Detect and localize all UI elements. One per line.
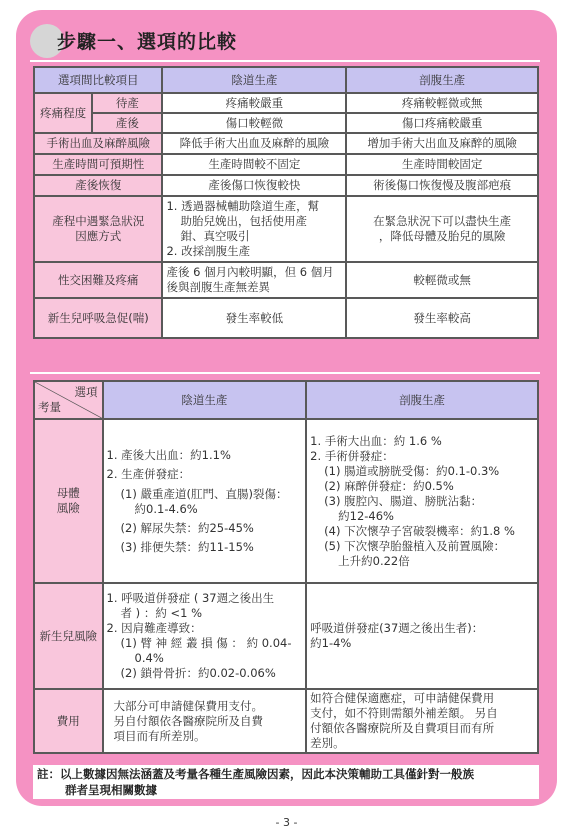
sex-cesarean: 較輕微或無 bbox=[347, 263, 537, 297]
newborn-cesarean-line: 約1-4% bbox=[310, 636, 352, 650]
recovery-vaginal: 產後傷口恢復較快 bbox=[163, 176, 345, 195]
newborn-cesarean bbox=[307, 584, 537, 688]
row-label-breathing: 新生兒呼吸急促(喘) bbox=[35, 299, 161, 337]
cost-cesarean-line: 差別。 bbox=[310, 736, 345, 750]
maternal-cesarean-line: (2) 麻醉併發症：約0.5% bbox=[324, 478, 454, 493]
maternal-label-line: 母體 bbox=[56, 486, 80, 500]
maternal-vaginal-line: (1) 嚴重產道(肛門、直腸)裂傷： bbox=[120, 486, 288, 501]
sex-vaginal-line: 產後 6 個月內較明顯，但 6 個月 bbox=[166, 265, 334, 279]
cost-vaginal bbox=[104, 690, 306, 752]
breathing-vaginal: 發生率較低 bbox=[163, 299, 345, 337]
cost-cesarean-line: 付額依各醫療院所及自費項目而有所 bbox=[310, 721, 495, 735]
maternal-vaginal-line: 約0.1-4.6% bbox=[134, 501, 198, 516]
maternal-cesarean-line: (1) 腸道或膀胱受傷：約0.1-0.3% bbox=[324, 463, 500, 478]
emergency-label-line: 產程中遇緊急狀況 bbox=[52, 214, 145, 228]
newborn-vaginal-line: 0.4% bbox=[134, 651, 164, 665]
pain-labor-cesarean: 疼痛較輕微或無 bbox=[347, 94, 537, 112]
sex-vaginal bbox=[163, 263, 345, 297]
emergency-vaginal-line: 2. 改採剖腹生產 bbox=[166, 244, 251, 258]
header2-cesarean: 剖腹生產 bbox=[307, 382, 537, 418]
maternal-cesarean-line: 上升約0.22倍 bbox=[338, 553, 410, 568]
maternal-risk-label bbox=[35, 420, 102, 582]
risk-table bbox=[33, 380, 539, 754]
corner-top-label: 選項 bbox=[74, 385, 98, 399]
sex-vaginal-line: 後與剖腹生產無差異 bbox=[166, 280, 270, 294]
newborn-vaginal-line: 1. 呼吸道併發症 ( 37週之後出生 bbox=[106, 591, 275, 605]
recovery-cesarean: 術後傷口恢復慢及腹部疤痕 bbox=[347, 176, 537, 195]
header-cesarean: 剖腹生產 bbox=[347, 68, 537, 92]
page-title: 步驟一、選項的比較 bbox=[57, 31, 238, 53]
bleeding-cesarean: 增加手術大出血及麻醉的風險 bbox=[347, 134, 537, 153]
newborn-vaginal-line: (2) 鎖骨骨折：約0.02-0.06% bbox=[120, 666, 276, 680]
newborn-vaginal bbox=[104, 584, 306, 688]
corner-bottom-label: 考量 bbox=[38, 400, 61, 414]
cost-label: 費用 bbox=[35, 690, 102, 752]
maternal-vaginal bbox=[104, 420, 306, 582]
row-label-bleeding: 手術出血及麻醉風險 bbox=[35, 134, 161, 153]
newborn-cesarean-line: 呼吸道併發症(37週之後出生者)： bbox=[310, 621, 484, 635]
maternal-cesarean bbox=[307, 420, 537, 582]
emergency-vaginal-line: 鉗、真空吸引 bbox=[180, 229, 250, 243]
pain-post-vaginal: 傷口較輕微 bbox=[163, 114, 345, 132]
maternal-cesarean-line: (5) 下次懷孕胎盤植入及前置風險： bbox=[324, 538, 506, 553]
cost-cesarean-line: 如符合健保適應症，可申請健保費用 bbox=[310, 691, 495, 705]
pain-sub-labor: 待產 bbox=[93, 94, 161, 112]
breathing-cesarean: 發生率較高 bbox=[347, 299, 537, 337]
separator-top bbox=[30, 60, 540, 62]
emergency-cesarean bbox=[347, 197, 537, 261]
cost-cesarean-line: 支付，如不符則需額外補差額。 另自 bbox=[310, 706, 498, 720]
newborn-vaginal-line: 2. 因肩難產導致： bbox=[106, 621, 202, 635]
emergency-vaginal bbox=[163, 197, 345, 261]
comparison-table bbox=[33, 66, 539, 339]
emergency-vaginal-line: 1. 透過器械輔助陰道生產，幫 bbox=[166, 199, 320, 213]
maternal-cesarean-line: 2. 手術併發症： bbox=[310, 448, 394, 463]
maternal-vaginal-line: (3) 排便失禁：約11-15% bbox=[120, 539, 254, 554]
footnote bbox=[33, 765, 539, 799]
footnote-line-2: 群者呈現相關數據 bbox=[65, 783, 157, 797]
pain-label: 疼痛程度 bbox=[35, 94, 91, 132]
maternal-cesarean-line: (4) 下次懷孕子宮破裂機率：約1.8 % bbox=[324, 523, 515, 538]
maternal-label-line: 風險 bbox=[56, 501, 80, 515]
emergency-label-line: 因應方式 bbox=[75, 229, 122, 243]
maternal-vaginal-line: 2. 生產併發症： bbox=[106, 466, 191, 481]
emergency-vaginal-line: 助胎兒娩出，包括使用產 bbox=[180, 214, 307, 228]
maternal-vaginal-line: (2) 解尿失禁：約25-45% bbox=[120, 520, 254, 535]
cost-vaginal-line: 另自付額依各醫療院所及自費 bbox=[113, 713, 264, 728]
emergency-cesarean-line: ，降低母體及胎兒的風險 bbox=[378, 229, 506, 243]
header-compare-items: 選項間比較項目 bbox=[35, 68, 161, 92]
pain-labor-vaginal: 疼痛較嚴重 bbox=[163, 94, 345, 112]
cost-vaginal-line: 項目而有所差別。 bbox=[113, 728, 206, 743]
maternal-cesarean-line: 約12-46% bbox=[338, 508, 394, 523]
bleeding-vaginal: 降低手術大出血及麻醉的風險 bbox=[163, 134, 345, 153]
cost-cesarean bbox=[307, 690, 537, 752]
pain-sub-postpartum: 產後 bbox=[93, 114, 161, 132]
timing-cesarean: 生產時間較固定 bbox=[347, 155, 537, 174]
row-label-sex: 性交困難及疼痛 bbox=[35, 263, 161, 297]
row-label-timing: 生產時間可預期性 bbox=[35, 155, 161, 174]
pain-post-cesarean: 傷口疼痛較嚴重 bbox=[347, 114, 537, 132]
newborn-vaginal-line: (1) 臂 神 經 叢 損 傷 ： 約 0.04- bbox=[120, 636, 292, 650]
newborn-vaginal-line: 者 ) ：約 <1 % bbox=[120, 606, 203, 620]
maternal-vaginal-line: 1. 產後大出血：約1.1% bbox=[106, 447, 231, 462]
header-vaginal: 陰道生產 bbox=[163, 68, 345, 92]
footnote-line-1: 註：以上數據因無法涵蓋及考量各種生產風險因素，因此本決策輔助工具僅針對一般族 bbox=[37, 767, 474, 781]
page-number: - 3 - bbox=[275, 816, 298, 829]
maternal-cesarean-line: 1. 手術大出血：約 1.6 % bbox=[310, 433, 442, 448]
newborn-risk-label: 新生兒風險 bbox=[35, 584, 102, 688]
row-label-emergency bbox=[35, 197, 161, 261]
timing-vaginal: 生產時間較不固定 bbox=[163, 155, 345, 174]
row-label-recovery: 產後恢復 bbox=[35, 176, 161, 195]
corner-header bbox=[35, 382, 102, 418]
emergency-cesarean-line: 在緊急狀況下可以盡快生產 bbox=[373, 214, 512, 228]
header2-vaginal: 陰道生產 bbox=[104, 382, 306, 418]
separator-middle bbox=[30, 372, 540, 374]
cost-vaginal-line: 大部分可申請健保費用支付。 bbox=[113, 698, 264, 713]
maternal-cesarean-line: (3) 腹腔內、腸道、膀胱沾黏： bbox=[324, 493, 483, 508]
